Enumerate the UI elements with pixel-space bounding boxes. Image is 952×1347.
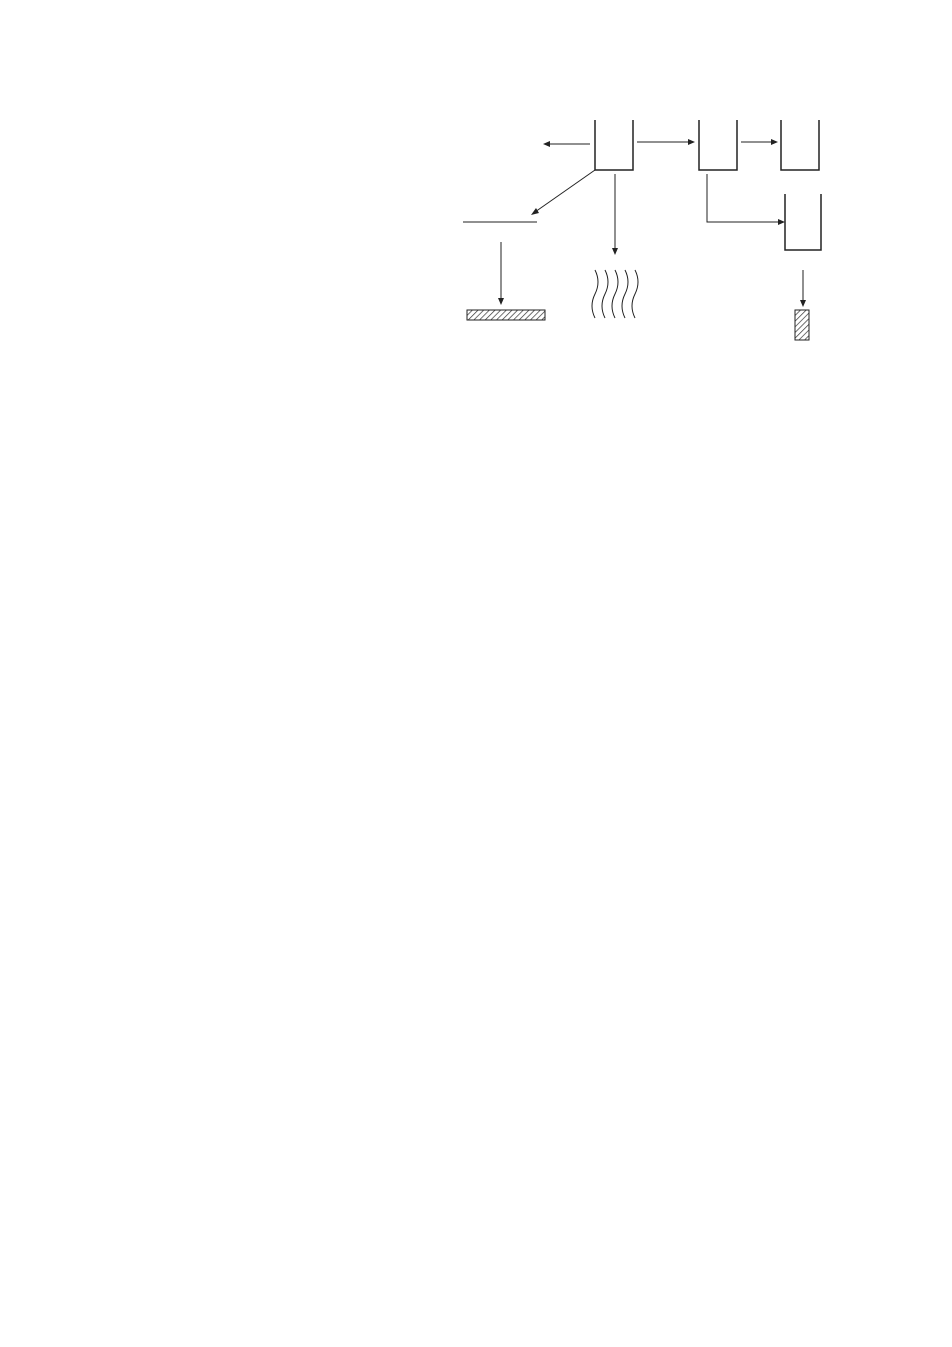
fiber-icon: [592, 270, 638, 318]
gel-beaker-icon: [699, 120, 737, 170]
dense-film-icon: [467, 310, 545, 320]
aerogel-beaker-icon: [781, 120, 819, 170]
xerogel-beaker-icon: [785, 194, 821, 250]
sol-gel-diagram: [455, 112, 855, 367]
sol-beaker-icon: [595, 120, 633, 170]
figure-9-3: [455, 112, 855, 367]
dense-ceramic-icon: [795, 310, 809, 340]
